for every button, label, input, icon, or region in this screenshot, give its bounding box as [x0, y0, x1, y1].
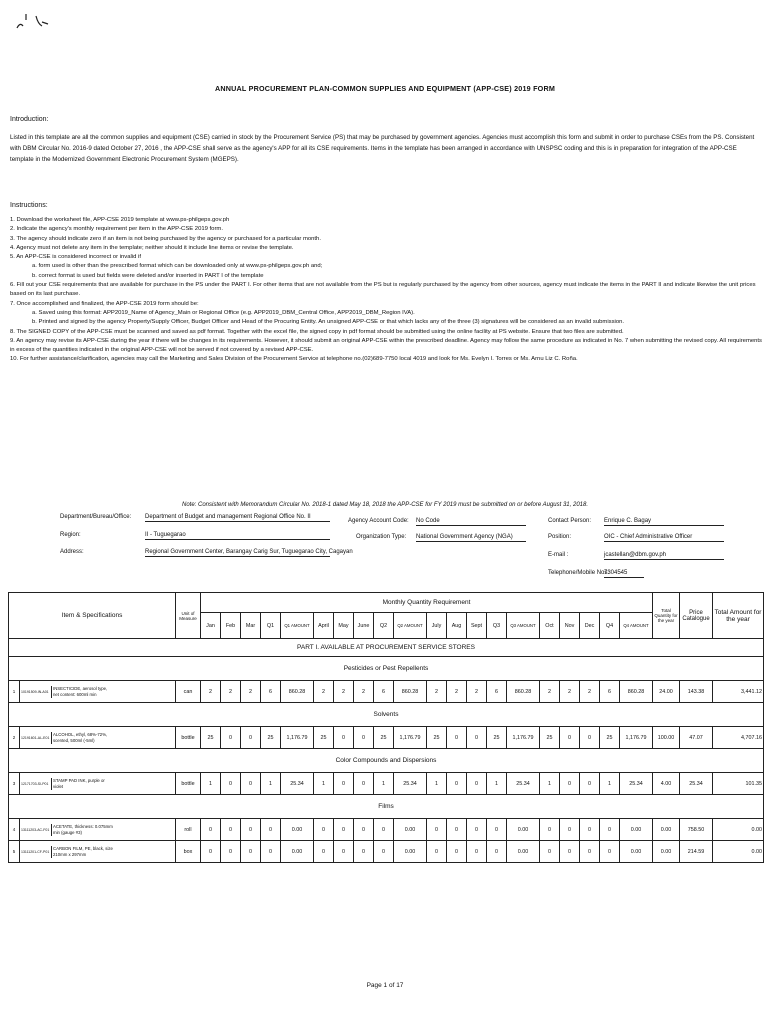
- quantity-cell: 0: [221, 819, 241, 841]
- section-title: Pesticides or Pest Repellents: [9, 657, 764, 681]
- total-amount-cell: 4,707.16: [713, 727, 764, 749]
- account-code-value: No Code: [416, 518, 526, 526]
- instruction-item: 10. For further assistance/clarification, agencies may call the Marketing and Sales Division of the Procurement Service at telephone no.(02)689-7750 local 4019 and look for Ms. Evelyn I. Torres or Ms. Arnu Liz C. Roña.: [10, 356, 578, 363]
- document-title: ANNUAL PROCUREMENT PLAN-COMMON SUPPLIES AND EQUIPMENT (APP-CSE) 2019 FORM: [214, 84, 556, 93]
- quantity-cell: 0: [467, 773, 487, 795]
- section-row: [9, 657, 764, 681]
- header-total-qty: Total Quantity for the year: [653, 593, 680, 639]
- quantity-cell: 1,176.79: [620, 727, 653, 749]
- quantity-cell: 0.00: [507, 841, 540, 863]
- header-monthly: Monthly Quantity Requirement: [201, 593, 653, 613]
- quantity-cell: 0: [374, 841, 394, 863]
- part-title: PART I. AVAILABLE AT PROCUREMENT SERVICE STORES: [9, 639, 764, 657]
- quantity-cell: 2: [427, 681, 447, 703]
- month-header: Jan: [201, 613, 221, 639]
- month-header: July: [427, 613, 447, 639]
- contact-label: Contact Person:: [548, 518, 592, 524]
- quantity-cell: 2: [447, 681, 467, 703]
- price-cell: 214.59: [680, 841, 713, 863]
- quantity-cell: 0: [354, 727, 374, 749]
- unit-cell: can: [176, 681, 201, 703]
- quantity-cell: 0: [374, 819, 394, 841]
- quantity-cell: 25.34: [281, 773, 314, 795]
- instruction-item: 5. An APP-CSE is considered incorrect or invalid if: [10, 254, 141, 261]
- quantity-cell: 860.28: [281, 681, 314, 703]
- item-code: 12171703-SI-P01: [21, 781, 49, 786]
- account-code-label: Agency Account Code:: [348, 518, 409, 524]
- quantity-cell: 0: [314, 841, 334, 863]
- total-quantity-cell: 4.00: [653, 773, 680, 795]
- quantity-cell: 1: [487, 773, 507, 795]
- item-description: STAMP PAD INK, purple or violet: [51, 778, 113, 790]
- quantity-cell: 0: [560, 819, 580, 841]
- quantity-cell: 860.28: [394, 681, 427, 703]
- quantity-cell: 1,176.79: [394, 727, 427, 749]
- position-label: Position:: [548, 534, 572, 540]
- quantity-cell: 0.00: [281, 819, 314, 841]
- month-header: Q4 AMOUNT: [620, 613, 653, 639]
- quantity-cell: 0.00: [394, 841, 427, 863]
- quantity-cell: 2: [560, 681, 580, 703]
- instruction-item: 2. Indicate the agency's monthly requirement per item in the APP-CSE 2019 form.: [10, 226, 223, 233]
- quantity-cell: 0: [314, 819, 334, 841]
- quantity-cell: 2: [314, 681, 334, 703]
- quantity-cell: 0: [334, 773, 354, 795]
- section-row: [9, 795, 764, 819]
- month-header: Q4: [600, 613, 620, 639]
- quantity-cell: 0: [354, 819, 374, 841]
- section-title: Solvents: [9, 703, 764, 727]
- month-header: Sept: [467, 613, 487, 639]
- price-cell: 47.07: [680, 727, 713, 749]
- quantity-cell: 860.28: [620, 681, 653, 703]
- part-row: [9, 639, 764, 657]
- month-header: Mar: [241, 613, 261, 639]
- quantity-cell: 1,176.79: [281, 727, 314, 749]
- quantity-cell: 860.28: [507, 681, 540, 703]
- instruction-item: a. Saved using this format: APP2019_Name of Agency_Main or Regional Office (e.g. APP2019_DBM_Central Office, APP2019_DBM_Region IVA).: [32, 309, 415, 316]
- quantity-cell: 25: [201, 727, 221, 749]
- instruction-item: 3. The agency should indicate zero if an item is not being purchased by the agency or purchased for a particular month.: [10, 235, 321, 242]
- quantity-cell: 0: [560, 727, 580, 749]
- quantity-cell: 6: [261, 681, 281, 703]
- quantity-cell: 0: [580, 841, 600, 863]
- price-cell: 25.34: [680, 773, 713, 795]
- quantity-cell: 0: [580, 727, 600, 749]
- quantity-cell: 0: [241, 819, 261, 841]
- month-header: Dec: [580, 613, 600, 639]
- section-row: [9, 703, 764, 727]
- section-title: Films: [9, 795, 764, 819]
- header-total-amount: Total Amount for the year: [713, 593, 764, 639]
- quantity-cell: 1: [600, 773, 620, 795]
- row-number: 1: [9, 681, 20, 703]
- total-amount-cell: 0.00: [713, 819, 764, 841]
- quantity-cell: 25: [314, 727, 334, 749]
- quantity-cell: 1: [261, 773, 281, 795]
- quantity-cell: 1: [540, 773, 560, 795]
- region-value: II - Tuguegarao: [145, 532, 330, 540]
- address-value: Regional Government Center, Barangay Carig Sur, Tuguegarao City, Cagayan: [145, 549, 353, 555]
- contact-value: Enrique C. Bagay: [604, 518, 724, 526]
- section-title: Color Compounds and Dispersions: [9, 749, 764, 773]
- quantity-cell: 25.34: [394, 773, 427, 795]
- table-row: [9, 773, 764, 795]
- unit-cell: bottle: [176, 727, 201, 749]
- quantity-cell: 2: [354, 681, 374, 703]
- quantity-cell: 0: [467, 819, 487, 841]
- month-header: Q2 AMOUNT: [394, 613, 427, 639]
- section-row: [9, 749, 764, 773]
- quantity-cell: 0: [221, 727, 241, 749]
- quantity-cell: 0: [201, 819, 221, 841]
- instruction-item: 9. An agency may revise its APP-CSE during the year if there will be changes in its requirements. However, it should submit an original APP-CSE within the prescribed deadline. Agency may follow the same procedure as indicated in No. 7 when submitting the revised copy. All requirements in excess of the quantities indicated in the original APP-CSE will not be served if not covered by a revised APP-CSE.: [10, 337, 762, 354]
- quantity-cell: 1: [314, 773, 334, 795]
- month-header: May: [334, 613, 354, 639]
- month-header: Q3 AMOUNT: [507, 613, 540, 639]
- quantity-cell: 6: [487, 681, 507, 703]
- quantity-cell: 0: [580, 819, 600, 841]
- quantity-cell: 25: [261, 727, 281, 749]
- item-spec-cell: [20, 727, 176, 749]
- quantity-cell: 25: [540, 727, 560, 749]
- org-type-label: Organization Type:: [356, 534, 407, 540]
- page-number: Page 1 of 17: [366, 982, 404, 989]
- price-cell: 758.50: [680, 819, 713, 841]
- quantity-cell: 0: [261, 841, 281, 863]
- deadline-note: Note: Consistent with Memorandum Circular No. 2018-1 dated May 18, 2018 the APP-CSE for FY 2019 must be submitted on or before August 31, 2018.: [182, 502, 588, 508]
- item-code: 10191509-IN-A01: [21, 689, 49, 694]
- month-header: April: [314, 613, 334, 639]
- email-label: E-mail :: [548, 552, 569, 558]
- quantity-cell: 25.34: [620, 773, 653, 795]
- quantity-cell: 2: [334, 681, 354, 703]
- quantity-cell: 0: [467, 727, 487, 749]
- table-row: [9, 727, 764, 749]
- quantity-cell: 25: [374, 727, 394, 749]
- quantity-cell: 0: [354, 773, 374, 795]
- header-price: Price Catalogue: [680, 593, 713, 639]
- quantity-cell: 0: [600, 841, 620, 863]
- quantity-cell: 0: [580, 773, 600, 795]
- quantity-cell: 1: [427, 773, 447, 795]
- address-label: Address:: [60, 549, 84, 555]
- quantity-cell: 0: [487, 841, 507, 863]
- item-spec-cell: [20, 841, 176, 863]
- month-header: Nov: [560, 613, 580, 639]
- quantity-cell: 25.34: [507, 773, 540, 795]
- position-value: OIC - Chief Administrative Officer: [604, 534, 724, 542]
- quantity-cell: 0: [334, 819, 354, 841]
- procurement-table: [8, 592, 764, 863]
- total-quantity-cell: 100.00: [653, 727, 680, 749]
- instruction-item: a. form used is other than the prescribed format which can be downloaded only at www.ps-philgeps.gov.ph and;: [32, 263, 323, 270]
- quantity-cell: 0: [354, 841, 374, 863]
- instructions-heading: Instructions:: [10, 202, 48, 209]
- instruction-item: 1. Download the worksheet file, APP-CSE 2019 template at www.ps-philgeps.gov.ph: [10, 217, 230, 223]
- item-code: 13111203-AC-F01: [21, 827, 50, 832]
- quantity-cell: 6: [374, 681, 394, 703]
- unit-cell: roll: [176, 819, 201, 841]
- total-quantity-cell: 24.00: [653, 681, 680, 703]
- total-quantity-cell: 0.00: [653, 819, 680, 841]
- quantity-cell: 0: [241, 841, 261, 863]
- quantity-cell: 0.00: [394, 819, 427, 841]
- total-amount-cell: 0.00: [713, 841, 764, 863]
- quantity-cell: 0.00: [281, 841, 314, 863]
- month-header: Q1 AMOUNT: [281, 613, 314, 639]
- quantity-cell: 0: [334, 727, 354, 749]
- quantity-cell: 0: [447, 841, 467, 863]
- price-cell: 143.38: [680, 681, 713, 703]
- quantity-cell: 0: [221, 841, 241, 863]
- item-code: 13111201-CF-P01: [21, 849, 50, 854]
- instruction-item: 8. The SIGNED COPY of the APP-CSE must be scanned and saved as pdf format. Together with the excel file, the signed copy in pdf format should be submitted using the online facility at PS website. Ensure that two files are submitted.: [10, 328, 624, 335]
- quantity-cell: 2: [241, 681, 261, 703]
- row-number: 5: [9, 841, 20, 863]
- total-quantity-cell: 0.00: [653, 841, 680, 863]
- quantity-cell: 0: [447, 773, 467, 795]
- quantity-cell: 0: [560, 773, 580, 795]
- month-header: Oct: [540, 613, 560, 639]
- intro-text: Listed in this template are all the common supplies and equipment (CSE) carried in stock by the Procurement Service (PS) that may be purchased by government agencies. Agencies must accomplish this form and submit in order to purchase CSEs from the PS. Consistent with DBM Circular No. 2016-9 dated October 27, 2016 , the APP-CSE shall serve as the agency's APP for all its CSE requirements. Items in the template has been arranged in accordance with UNSPSC coding and this is in preparation for integration of the APP-CSE template in the Modernized Government Electronic Procurement System (MGEPS).: [10, 134, 755, 163]
- quantity-cell: 0: [560, 841, 580, 863]
- total-amount-cell: 3,441.12: [713, 681, 764, 703]
- instruction-item: b. correct format is used but fields were deleted and/or inserted in PART I of the template: [32, 272, 264, 279]
- quantity-cell: 0: [427, 819, 447, 841]
- instruction-item: 7. Once accomplished and finalized, the APP-CSE 2019 form should be:: [10, 300, 199, 307]
- quantity-cell: 0: [427, 841, 447, 863]
- quantity-cell: 0.00: [507, 819, 540, 841]
- item-description: ALCOHOL, ethyl, 68%-72%, scented, 500ml (-5ml): [51, 732, 113, 744]
- email-value: jcastellan@dbm.gov.ph: [604, 552, 724, 560]
- item-spec-cell: [20, 681, 176, 703]
- quantity-cell: 0: [241, 727, 261, 749]
- instruction-item: 6. Fill out your CSE requirements that are available for purchase in the PS under the PART I. For other items that are not available from the PS but is regularly purchased by the agency from other sources, agency must indicate the items in the PART II and indicate likewise the unit prices based on its last purchase.: [10, 282, 756, 298]
- table-row: [9, 681, 764, 703]
- quantity-cell: 0: [447, 727, 467, 749]
- row-number: 3: [9, 773, 20, 795]
- org-type-value: National Government Agency (NGA): [416, 534, 526, 542]
- quantity-cell: 1: [201, 773, 221, 795]
- instruction-item: 4. Agency must not delete any item in the template; neither should it include line items or revise the template.: [10, 244, 294, 251]
- quantity-cell: 2: [580, 681, 600, 703]
- instruction-item: b. Printed and signed by the agency Property/Supply Officer, Budget Officer and Head of the Procuring Entity. An unsigned APP-CSE or that which lacks any of the three (3) signatures will be considered as an invalid submission.: [32, 319, 625, 326]
- quantity-cell: 0: [261, 819, 281, 841]
- total-amount-cell: 101.35: [713, 773, 764, 795]
- item-spec-cell: [20, 773, 176, 795]
- quantity-cell: 2: [467, 681, 487, 703]
- quantity-cell: 0: [600, 819, 620, 841]
- phone-value: 7304545: [604, 570, 644, 578]
- quantity-cell: 0: [334, 841, 354, 863]
- month-header: Aug: [447, 613, 467, 639]
- month-header: Q2: [374, 613, 394, 639]
- quantity-cell: 0.00: [620, 841, 653, 863]
- item-spec-cell: [20, 819, 176, 841]
- intro-heading: Introduction:: [10, 116, 49, 123]
- table-row: [9, 819, 764, 841]
- header-unit: Unit of Measure: [176, 593, 201, 639]
- item-description: ACETATE, thickness: 0.075mm min (gauge #3): [53, 823, 113, 835]
- unit-cell: box: [176, 841, 201, 863]
- month-header: Q1: [261, 613, 281, 639]
- quantity-cell: 25: [600, 727, 620, 749]
- quantity-cell: 0: [540, 841, 560, 863]
- header-item: Item & Specifications: [9, 593, 176, 639]
- phone-label: Telephone/Mobile Nos:: [548, 570, 610, 576]
- region-label: Region:: [60, 532, 81, 538]
- department-label: Department/Bureau/Office:: [60, 514, 132, 520]
- quantity-cell: 0: [241, 773, 261, 795]
- department-value: Department of Budget and management Regional Office No. II: [145, 514, 330, 522]
- quantity-cell: 1,176.79: [507, 727, 540, 749]
- quantity-cell: 2: [221, 681, 241, 703]
- month-header: June: [354, 613, 374, 639]
- quantity-cell: 0: [467, 841, 487, 863]
- month-header: Feb: [221, 613, 241, 639]
- quantity-cell: 0: [221, 773, 241, 795]
- quantity-cell: 0: [201, 841, 221, 863]
- item-description: INSECTICIDE, aerosol type, net content: 600ml min: [51, 686, 113, 698]
- row-number: 2: [9, 727, 20, 749]
- quantity-cell: 0: [540, 819, 560, 841]
- item-description: CARBON FILM, PE, black, size 210mm x 297mm: [53, 845, 113, 857]
- quantity-cell: 1: [374, 773, 394, 795]
- month-header: Q3: [487, 613, 507, 639]
- item-code: 12191601-AL-E01: [21, 735, 50, 740]
- table-row: [9, 841, 764, 863]
- quantity-cell: 25: [427, 727, 447, 749]
- quantity-cell: 0: [447, 819, 467, 841]
- quantity-cell: 0: [487, 819, 507, 841]
- quantity-cell: 2: [540, 681, 560, 703]
- quantity-cell: 0.00: [620, 819, 653, 841]
- unit-cell: bottle: [176, 773, 201, 795]
- quantity-cell: 2: [201, 681, 221, 703]
- row-number: 4: [9, 819, 20, 841]
- quantity-cell: 6: [600, 681, 620, 703]
- quantity-cell: 25: [487, 727, 507, 749]
